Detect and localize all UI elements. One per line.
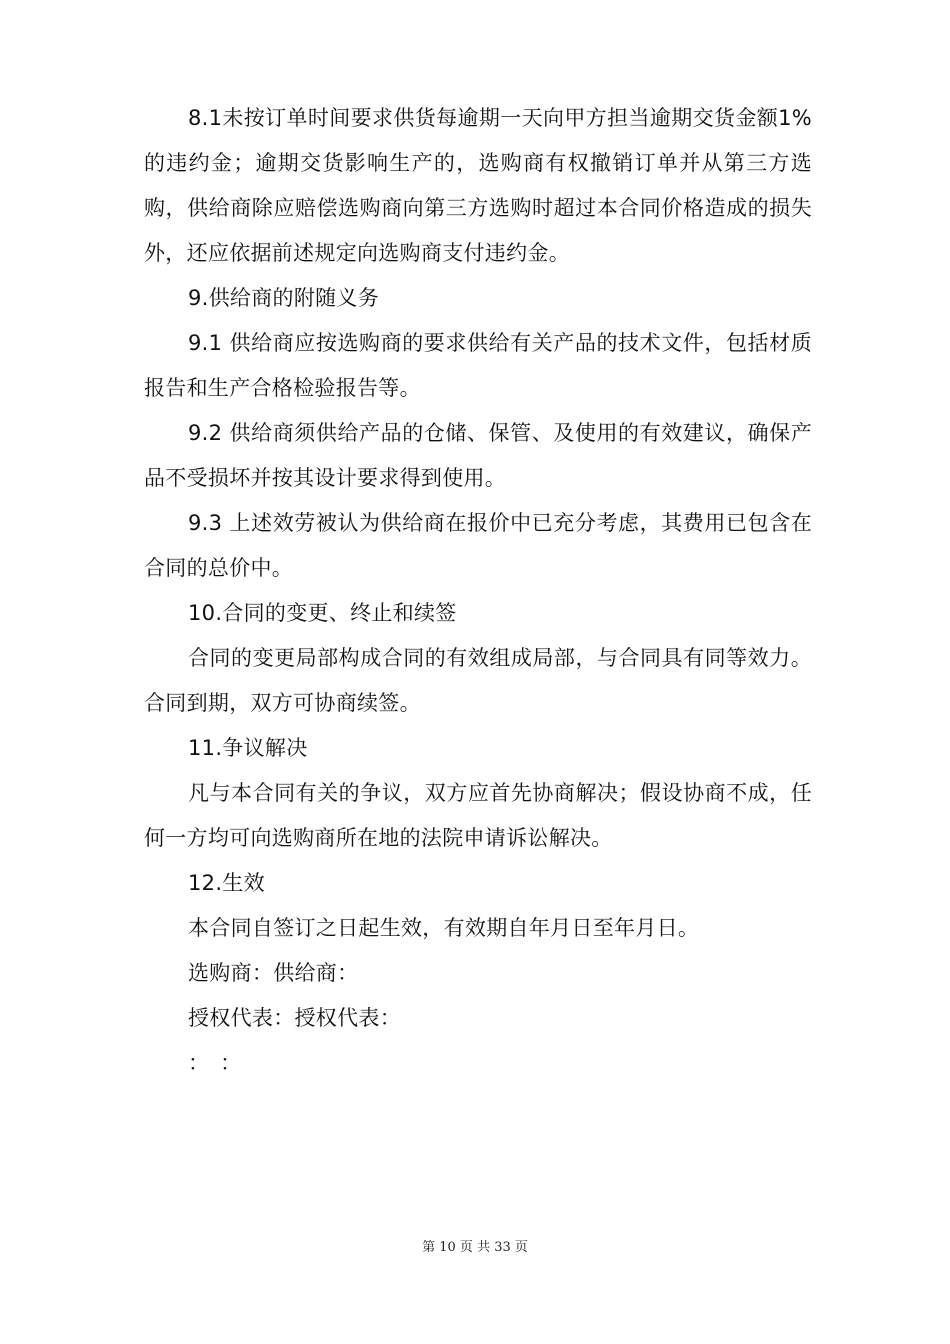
section-11-heading: 11.争议解决 — [188, 736, 308, 760]
section-10-heading: 10.合同的变更、终止和续签 — [188, 601, 457, 625]
clause-8-1-paragraph: 8.1未按订单时间要求供货每逾期一天向甲方担当逾期交货金额1%的违约金；逾期交货影响生产的，选购商有权撤销订单并从第三方选购，供给商除应赔偿选购商向第三方选购时超过本合同价格造成的损失外，还应依据前述规定向选购商支付违约金。 — [144, 106, 812, 265]
clause-9-2-paragraph: 9.2 供给商须供给产品的仓储、保管、及使用的有效建议，确保产品不受损坏并按其设计要求得到使用。 — [144, 421, 812, 490]
signature-representatives-line: 授权代表：授权代表： — [188, 1006, 401, 1030]
signature-blank-line: ： ： — [188, 1051, 242, 1075]
section-11-paragraph: 凡与本合同有关的争议，双方应首先协商解决；假设协商不成，任何一方均可向选购商所在地的法院申请诉讼解决。 — [144, 781, 812, 850]
clause-9-1-paragraph: 9.1 供给商应按选购商的要求供给有关产品的技术文件，包括材质报告和生产合格检验报告等。 — [144, 331, 812, 400]
signature-parties-line: 选购商：供给商： — [188, 961, 359, 985]
section-12-paragraph: 本合同自签订之日起生效，有效期自年月日至年月日。 — [188, 916, 700, 940]
section-10-paragraph: 合同的变更局部构成合同的有效组成局部，与合同具有同等效力。合同到期，双方可协商续签。 — [144, 646, 812, 715]
clause-9-3-paragraph: 9.3 上述效劳被认为供给商在报价中已充分考虑，其费用已包含在合同的总价中。 — [144, 511, 812, 580]
section-12-heading: 12.生效 — [188, 871, 265, 895]
document-body — [144, 96, 812, 1086]
page-number-footer: 第 10 页 共 33 页 — [422, 1240, 528, 1255]
section-9-heading: 9.供给商的附随义务 — [188, 286, 380, 310]
